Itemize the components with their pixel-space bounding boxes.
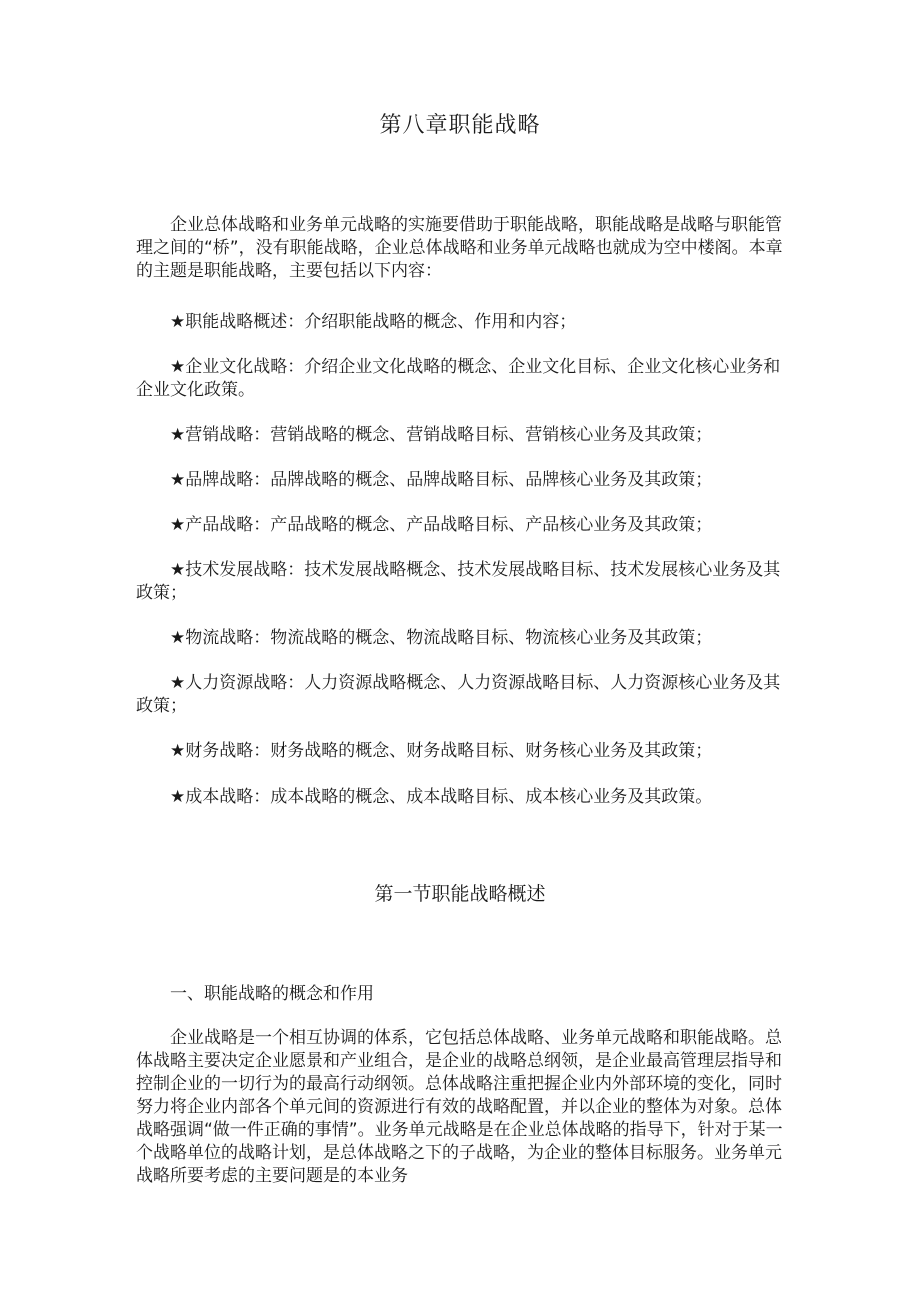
list-item-culture-strategy: ★企业文化战略：介绍企业文化战略的概念、企业文化目标、企业文化核心业务和企业文化政策。	[136, 357, 781, 400]
section-title: 第一节职能战略概述	[374, 883, 546, 905]
body-paragraph: 企业战略是一个相互协调的体系，它包括总体战略、业务单元战略和职能战略。总体战略主要决定企业愿景和产业组合，是企业的战略总纲领，是企业最高管理层指导和控制企业的一切行为的最高行动纲领。总体战略注重把握企业内外部环境的变化，同时努力将企业内部各个单元间的资源进行有效的战略配置，并以企业的整体为对象。总体战略强调“做一件正确的事情”。业务单元战略是在企业总体战略的指导下，针对于某一个战略单位的战略计划，是总体战略之下的子战略，为企业的整体目标服务。业务单元战略所要考虑的主要问题是的本业务	[136, 1028, 783, 1186]
chapter-title: 第八章职能战略	[379, 113, 541, 138]
list-item-cost-strategy: ★成本战略：成本战略的概念、成本战略目标、成本核心业务及其政策。	[170, 787, 713, 807]
subsection-heading: 一、职能战略的概念和作用	[170, 984, 374, 1004]
list-item-product-strategy: ★产品战略：产品战略的概念、产品战略目标、产品核心业务及其政策；	[170, 515, 713, 535]
list-item-logistics-strategy: ★物流战略：物流战略的概念、物流战略目标、物流核心业务及其政策；	[170, 628, 713, 648]
list-item-marketing-strategy: ★营销战略：营销战略的概念、营销战略目标、营销核心业务及其政策；	[170, 425, 713, 445]
list-item-finance-strategy: ★财务战略：财务战略的概念、财务战略目标、财务核心业务及其政策；	[170, 741, 713, 761]
intro-paragraph: 企业总体战略和业务单元战略的实施要借助于职能战略，职能战略是战略与职能管理之间的“桥”，没有职能战略，企业总体战略和业务单元战略也就成为空中楼阁。本章的主题是职能战略，主要包括以下内容：	[136, 215, 783, 281]
list-item-functional-overview: ★职能战略概述：介绍职能战略的概念、作用和内容；	[170, 312, 577, 332]
list-item-brand-strategy: ★品牌战略：品牌战略的概念、品牌战略目标、品牌核心业务及其政策；	[170, 470, 713, 490]
list-item-technology-strategy: ★技术发展战略：技术发展战略概念、技术发展战略目标、技术发展核心业务及其政策；	[136, 560, 781, 603]
list-item-hr-strategy: ★人力资源战略：人力资源战略概念、人力资源战略目标、人力资源核心业务及其政策；	[136, 673, 781, 716]
